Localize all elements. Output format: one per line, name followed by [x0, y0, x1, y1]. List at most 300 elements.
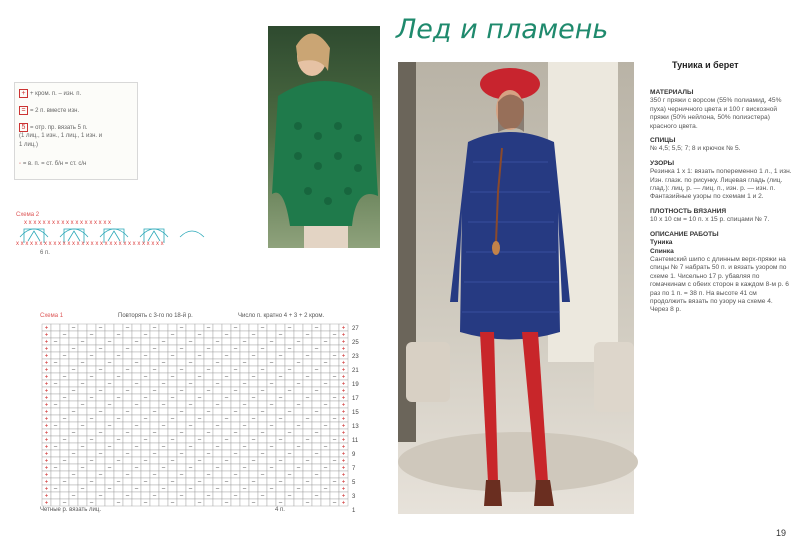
chart-symbol: +	[44, 402, 49, 409]
chart-symbol: –	[215, 339, 220, 346]
chart-cell	[105, 366, 114, 373]
chart-symbol: –	[98, 367, 103, 374]
chart-cell	[204, 499, 213, 506]
chart-cell	[186, 331, 195, 338]
chart-cell	[294, 366, 303, 373]
chart-symbol: –	[188, 465, 193, 472]
chart-cell	[213, 492, 222, 499]
chart-cell	[60, 485, 69, 492]
chart-symbol: –	[125, 346, 130, 353]
chart-symbol: –	[314, 451, 319, 458]
chart-cell	[294, 324, 303, 331]
chart-cell	[249, 387, 258, 394]
chart-row-number: 17	[352, 396, 359, 402]
chart-cell	[240, 436, 249, 443]
chart-cell	[69, 457, 78, 464]
chart-cell	[330, 359, 339, 366]
chart-cell	[51, 366, 60, 373]
chart-cell	[69, 436, 78, 443]
chart-symbol: –	[134, 486, 139, 493]
chart-symbol: –	[314, 430, 319, 437]
chart-cell	[141, 471, 150, 478]
chart-symbol: +	[44, 416, 49, 423]
chart-symbol: +	[44, 430, 49, 437]
chart-cell	[186, 373, 195, 380]
chart-symbol: –	[224, 332, 229, 339]
chart-cell	[258, 373, 267, 380]
chart-cell	[249, 401, 258, 408]
chart-symbol: –	[125, 472, 130, 479]
chart-cell	[267, 478, 276, 485]
chart-symbol: –	[296, 381, 301, 388]
chart-cell	[204, 415, 213, 422]
chart-cell	[87, 408, 96, 415]
legend-row-crochet: ◦ = в. п. = ст. б/н = ст. с/н	[19, 161, 87, 167]
chart-cell	[141, 380, 150, 387]
chart-row-number: 13	[352, 424, 359, 430]
chart-cell	[159, 429, 168, 436]
chart-symbol: –	[314, 388, 319, 395]
chart-cell	[78, 499, 87, 506]
chart-cell	[114, 422, 123, 429]
chart-cell	[60, 366, 69, 373]
chart-symbol: –	[71, 346, 76, 353]
chart-cell	[312, 380, 321, 387]
chart-symbol: –	[143, 395, 148, 402]
chart-cell	[177, 331, 186, 338]
chart-symbol: –	[224, 395, 229, 402]
chart-row-number: 15	[352, 410, 359, 416]
chart-symbol: –	[62, 395, 67, 402]
chart-symbol: –	[98, 409, 103, 416]
needles-text: № 4,5; 5,5; 7; 8 и крючок № 5.	[650, 145, 741, 153]
chart-symbol: –	[314, 346, 319, 353]
chart-row-number: 21	[352, 368, 359, 374]
chart-symbol: –	[215, 402, 220, 409]
chart-cell	[204, 380, 213, 387]
chart-cell	[231, 443, 240, 450]
chart-row-number: 23	[352, 354, 359, 360]
chart-symbol: –	[269, 423, 274, 430]
chart-symbol: –	[251, 395, 256, 402]
chart-cell	[240, 471, 249, 478]
chart-cell	[303, 485, 312, 492]
chart-symbol: +	[44, 388, 49, 395]
chart-symbol: +	[341, 402, 346, 409]
chart-cell	[168, 485, 177, 492]
chart-cell	[222, 380, 231, 387]
chart-cell	[204, 331, 213, 338]
chart-cell	[312, 331, 321, 338]
chart-cell	[150, 331, 159, 338]
chart-row-number: 3	[352, 494, 356, 500]
chart-cell	[96, 352, 105, 359]
chart-cell	[240, 408, 249, 415]
chart-cell	[312, 373, 321, 380]
chart-symbol: –	[242, 486, 247, 493]
chart-cell	[231, 464, 240, 471]
chart-symbol: +	[341, 374, 346, 381]
chart-symbol: –	[278, 458, 283, 465]
chart-cell	[69, 352, 78, 359]
chart-symbol: –	[323, 486, 328, 493]
chart-cell	[132, 471, 141, 478]
chart-cell	[330, 345, 339, 352]
chart-cell	[321, 366, 330, 373]
chart-cell	[204, 464, 213, 471]
chart-symbol: –	[107, 423, 112, 430]
chart-cell	[285, 422, 294, 429]
chart-cell	[123, 352, 132, 359]
chart-cell	[105, 394, 114, 401]
chart-symbol: –	[179, 430, 184, 437]
chart-cell	[105, 373, 114, 380]
chart-cell	[213, 436, 222, 443]
chart-symbol: –	[206, 472, 211, 479]
chart-cell	[78, 394, 87, 401]
chart-cell	[303, 401, 312, 408]
chart-cell	[177, 485, 186, 492]
chart-cell	[141, 492, 150, 499]
chart-cell	[222, 366, 231, 373]
chart-cell	[258, 338, 267, 345]
chart-symbol: –	[233, 367, 238, 374]
chart-cell	[222, 471, 231, 478]
chart-symbol: –	[188, 444, 193, 451]
chart-cell	[231, 457, 240, 464]
chart-cell	[186, 366, 195, 373]
chart-symbol: +	[44, 486, 49, 493]
chart-cell	[78, 478, 87, 485]
chart-symbol: –	[116, 332, 121, 339]
chart-cell	[213, 499, 222, 506]
chart-symbol: –	[296, 423, 301, 430]
chart-symbol: –	[143, 353, 148, 360]
chart-cell	[195, 443, 204, 450]
chart-cell	[213, 394, 222, 401]
chart-symbol: +	[341, 381, 346, 388]
chart-symbol: –	[251, 332, 256, 339]
chart-cell	[303, 324, 312, 331]
chart-cell	[294, 471, 303, 478]
chart-cell	[213, 366, 222, 373]
chart-cell	[51, 429, 60, 436]
chart-cell	[51, 478, 60, 485]
chart-symbol: +	[44, 346, 49, 353]
chart-cell	[258, 352, 267, 359]
chart-cell	[96, 394, 105, 401]
chart-cell	[141, 359, 150, 366]
chart-cell	[51, 345, 60, 352]
chart-cell	[105, 499, 114, 506]
chart-symbol: +	[44, 451, 49, 458]
chart-cell	[96, 401, 105, 408]
chart-cell	[177, 401, 186, 408]
chart-symbol: –	[71, 451, 76, 458]
chart-cell	[303, 464, 312, 471]
chart-cell	[60, 338, 69, 345]
chart-symbol: –	[260, 451, 265, 458]
chart-cell	[132, 429, 141, 436]
chart-symbol: +	[44, 458, 49, 465]
chart-cell	[69, 331, 78, 338]
chart-cell	[60, 401, 69, 408]
chart-cell	[123, 443, 132, 450]
chart-symbol: –	[242, 444, 247, 451]
chart-symbol: –	[107, 381, 112, 388]
chart-cell	[177, 443, 186, 450]
chart-cell	[258, 436, 267, 443]
chart-cell	[249, 422, 258, 429]
chart-symbol: –	[278, 374, 283, 381]
chart-cell	[78, 492, 87, 499]
chart-cell	[267, 457, 276, 464]
chart-cell	[51, 436, 60, 443]
chart-symbol: –	[71, 493, 76, 500]
chart-cell	[312, 338, 321, 345]
chart-cell	[141, 450, 150, 457]
chart-cell	[213, 457, 222, 464]
chart-symbol: –	[134, 444, 139, 451]
chart-cell	[249, 471, 258, 478]
chart-cell	[213, 450, 222, 457]
chart-cell	[150, 415, 159, 422]
chart-cell	[285, 359, 294, 366]
chart-cell	[285, 338, 294, 345]
chart-cell	[276, 345, 285, 352]
chart-cell	[150, 373, 159, 380]
chart-symbol: –	[296, 465, 301, 472]
chart-symbol: –	[278, 500, 283, 507]
chart-symbol: –	[188, 360, 193, 367]
chart-cell	[303, 380, 312, 387]
chart-cell	[78, 457, 87, 464]
chart-symbol: –	[269, 465, 274, 472]
chart-cell	[222, 401, 231, 408]
chart-symbol: +	[341, 409, 346, 416]
chart-cell	[276, 359, 285, 366]
chart-cell	[159, 394, 168, 401]
chart-symbol: +	[44, 325, 49, 332]
chart-symbol: –	[260, 493, 265, 500]
chart-cell	[312, 422, 321, 429]
chart-symbol: –	[53, 465, 58, 472]
chart-symbol: –	[224, 437, 229, 444]
chart-symbol: –	[80, 381, 85, 388]
chart-cell	[312, 464, 321, 471]
chart-cell	[177, 352, 186, 359]
chart-cell	[141, 345, 150, 352]
chart-symbol: –	[89, 332, 94, 339]
chart-cell	[321, 331, 330, 338]
chart-symbol: –	[89, 395, 94, 402]
chart-cell	[150, 359, 159, 366]
chart-cell	[222, 450, 231, 457]
chart-cell	[159, 499, 168, 506]
chart-cell	[285, 464, 294, 471]
chart-cell	[114, 380, 123, 387]
chart-cell	[285, 380, 294, 387]
chart-symbol: –	[206, 346, 211, 353]
chart-symbol: –	[179, 472, 184, 479]
chart-cell	[276, 471, 285, 478]
photo-main-tunic	[398, 62, 634, 514]
chart-cell	[204, 422, 213, 429]
chart-symbol: –	[62, 332, 67, 339]
chart-cell	[168, 359, 177, 366]
chart-cell	[114, 387, 123, 394]
chart-cell	[96, 457, 105, 464]
chart-symbol: –	[287, 430, 292, 437]
chart-symbol: –	[152, 367, 157, 374]
chart-symbol: –	[152, 409, 157, 416]
chart-symbol: –	[260, 325, 265, 332]
chart-cell	[231, 485, 240, 492]
chart-symbol: –	[98, 346, 103, 353]
chart-symbol: –	[305, 437, 310, 444]
chart-cell	[222, 338, 231, 345]
chart-cell	[267, 331, 276, 338]
chart-cell	[285, 415, 294, 422]
chart-cell	[177, 499, 186, 506]
chart-symbol: –	[170, 437, 175, 444]
chart-cell	[330, 408, 339, 415]
chart-cell	[141, 464, 150, 471]
chart-cell	[231, 499, 240, 506]
chart-cell	[177, 436, 186, 443]
chart-cell	[330, 338, 339, 345]
chart-cell	[132, 450, 141, 457]
chart-symbol: –	[305, 395, 310, 402]
chart-cell	[267, 352, 276, 359]
chart-cell	[87, 359, 96, 366]
chart-row-number: 5	[352, 480, 356, 486]
chart-symbol: –	[323, 465, 328, 472]
chart-symbol: –	[71, 430, 76, 437]
chart-cell	[294, 345, 303, 352]
chart-cell	[303, 338, 312, 345]
chart-cell	[105, 457, 114, 464]
chart-cell	[60, 464, 69, 471]
chart-symbol: –	[71, 409, 76, 416]
chart-symbol: –	[170, 416, 175, 423]
chart-symbol: –	[179, 367, 184, 374]
chart-cell	[87, 401, 96, 408]
chart-cell	[231, 478, 240, 485]
chart-cell	[186, 478, 195, 485]
chart-symbol: –	[287, 451, 292, 458]
chart-cell	[204, 485, 213, 492]
chart-cell	[60, 422, 69, 429]
chart-symbol: –	[161, 402, 166, 409]
chart-cell	[150, 338, 159, 345]
chart-cell	[195, 422, 204, 429]
chart-symbol: –	[134, 381, 139, 388]
chart-cell	[249, 359, 258, 366]
chart-cell	[114, 450, 123, 457]
chart-cell	[96, 464, 105, 471]
chart-cell	[276, 408, 285, 415]
chart-symbol: +	[341, 416, 346, 423]
chart-symbol: –	[314, 493, 319, 500]
chart-cell	[213, 408, 222, 415]
chart-cell	[321, 457, 330, 464]
chart-symbol: –	[179, 451, 184, 458]
scheme2-diagram	[14, 215, 214, 251]
chart-cell	[78, 408, 87, 415]
chart-cell	[105, 352, 114, 359]
chart-symbol: –	[278, 353, 283, 360]
chart-symbol: –	[89, 479, 94, 486]
chart-cell	[132, 352, 141, 359]
chart-symbol: –	[332, 437, 337, 444]
chart-cell	[258, 422, 267, 429]
chart-cell	[78, 471, 87, 478]
chart-cell	[87, 366, 96, 373]
chart-symbol: –	[62, 416, 67, 423]
chart-symbol: –	[107, 360, 112, 367]
chart-cell	[330, 422, 339, 429]
chart-symbol: –	[323, 444, 328, 451]
chart-symbol: –	[278, 395, 283, 402]
chart-cell	[123, 436, 132, 443]
scheme2-repeat-note: 6 п.	[40, 250, 50, 256]
chart-symbol: +	[341, 423, 346, 430]
chart-cell	[168, 387, 177, 394]
chart-cell	[141, 422, 150, 429]
chart-cell	[213, 471, 222, 478]
chart-cell	[240, 352, 249, 359]
chart-cell	[159, 373, 168, 380]
chart-cell	[222, 422, 231, 429]
chart-cell	[321, 352, 330, 359]
chart-symbol: –	[305, 479, 310, 486]
chart-cell	[249, 408, 258, 415]
chart-symbol: –	[152, 472, 157, 479]
chart-cell	[114, 401, 123, 408]
chart-cell	[186, 394, 195, 401]
chart-cell	[312, 401, 321, 408]
chart-symbol: –	[251, 479, 256, 486]
chart-cell	[321, 408, 330, 415]
chart-cell	[267, 324, 276, 331]
chart-symbol: –	[71, 388, 76, 395]
chart-cell	[321, 429, 330, 436]
chart-cell	[60, 408, 69, 415]
chart-cell	[132, 366, 141, 373]
chart-cell	[150, 464, 159, 471]
chart-symbol: –	[251, 500, 256, 507]
chart-cell	[114, 471, 123, 478]
k2tog-icon: =	[19, 106, 28, 115]
chart-symbol: –	[179, 409, 184, 416]
chart-symbol: –	[107, 465, 112, 472]
chart-cell	[132, 415, 141, 422]
chart-cell	[96, 338, 105, 345]
chart-cell	[69, 359, 78, 366]
chart-symbol: –	[80, 465, 85, 472]
chart-symbol: –	[134, 402, 139, 409]
chart-cell	[204, 401, 213, 408]
chart-cell	[186, 492, 195, 499]
chart-symbol: –	[287, 346, 292, 353]
chart-symbol: +	[44, 500, 49, 507]
chart-cell	[96, 331, 105, 338]
chart-cell	[69, 485, 78, 492]
chart-cell	[312, 485, 321, 492]
chart-symbol: –	[179, 346, 184, 353]
chart-symbol: +	[44, 479, 49, 486]
